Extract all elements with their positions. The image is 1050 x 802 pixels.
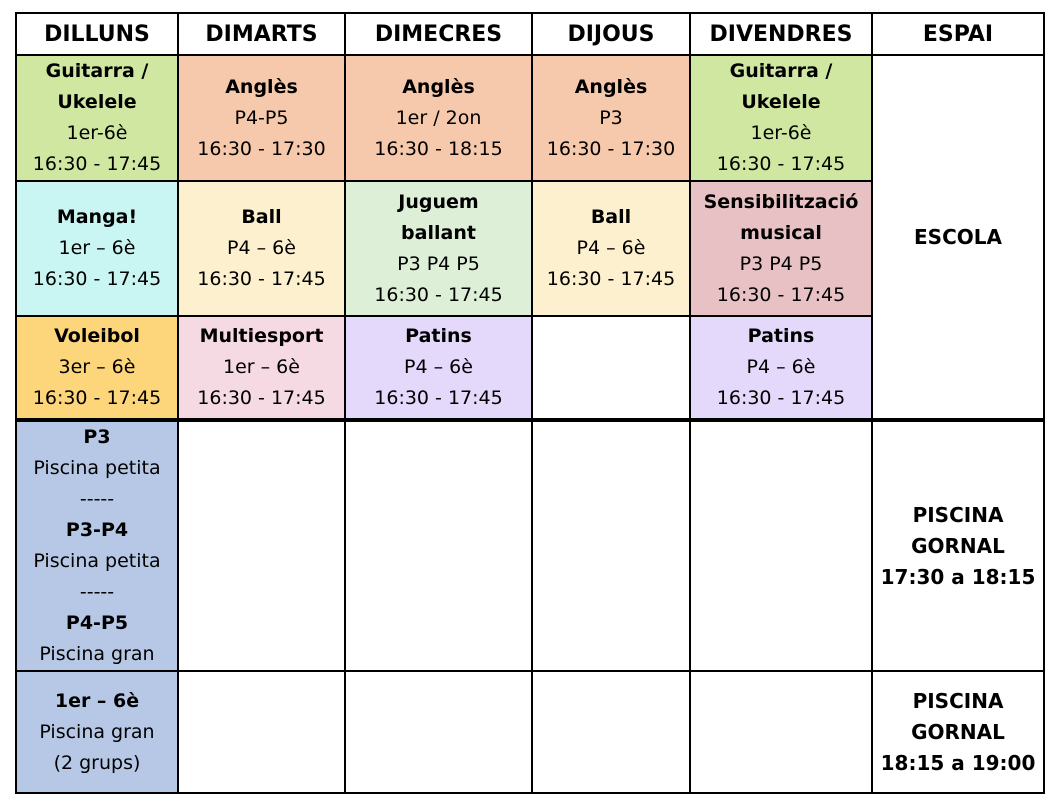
activity-cell (690, 55, 872, 181)
piscina-cell (16, 671, 178, 793)
empty-cell (345, 671, 532, 793)
header-row (16, 13, 1044, 55)
activity-cell (690, 316, 872, 420)
espai-escola: ESCOLA (872, 55, 1044, 420)
activity-name: Multiesport (199, 325, 324, 347)
activity-group: P4 – 6è (227, 237, 296, 259)
activity-time: 16:30 - 17:45 (32, 153, 162, 175)
activity-cell (16, 181, 178, 316)
pool-text: Piscina gran (39, 720, 155, 743)
group-label: P3-P4 (65, 519, 129, 541)
activity-name: Anglès (225, 75, 298, 98)
activity-cell (532, 55, 690, 181)
activity-name: Anglès (574, 75, 648, 98)
activity-time: 16:30 - 18:15 (374, 137, 503, 160)
activity-time: 16:30 - 17:45 (374, 283, 503, 306)
activity-group: P4 – 6è (576, 237, 646, 259)
activity-group: P4 – 6è (404, 356, 473, 378)
activity-group: 3er – 6è (58, 356, 136, 378)
activity-time: 16:30 - 17:45 (716, 283, 846, 306)
activity-time: 16:30 - 17:45 (32, 268, 162, 290)
piscina-row-1 (16, 420, 1044, 671)
activity-cell (345, 181, 532, 316)
activity-name: Guitarra / (729, 60, 833, 82)
activity-name: Sensibilització (703, 190, 859, 213)
activity-time: 16:30 - 17:45 (32, 387, 162, 409)
header-dimarts: DIMARTS (178, 13, 345, 55)
activity-time: 16:30 - 17:30 (546, 137, 676, 160)
group-label: P3 (83, 426, 111, 448)
schedule-table (15, 12, 1045, 794)
espai-piscina (872, 420, 1044, 671)
group-label: P4-P5 (65, 612, 129, 634)
espai-line: GORNAL (911, 533, 1005, 558)
empty-cell (345, 420, 532, 671)
pool-text: Piscina gran (39, 643, 155, 665)
activity-group: 1er – 6è (223, 356, 300, 378)
activity-cell (16, 316, 178, 420)
activity-cell (690, 181, 872, 316)
activity-group: 1er-6è (66, 122, 128, 144)
pool-text: ----- (79, 488, 115, 510)
activity-name: ballant (401, 221, 476, 244)
activity-name: Ukelele (741, 91, 821, 113)
activity-name: Patins (747, 325, 815, 347)
activity-cell (178, 316, 345, 420)
header-dijous: DIJOUS (532, 13, 690, 55)
espai-line: 18:15 a 19:00 (880, 750, 1036, 775)
activity-time: 16:30 - 17:45 (374, 387, 503, 409)
activity-time: 16:30 - 17:45 (546, 268, 676, 290)
activity-time: 16:30 - 17:45 (197, 268, 326, 290)
activity-group: P4 – 6è (746, 356, 816, 378)
activity-cell (345, 55, 532, 181)
activity-group: P3 (599, 106, 623, 129)
activity-name: Ukelele (57, 91, 137, 113)
espai-line: GORNAL (911, 719, 1005, 744)
header-dimecres: DIMECRES (345, 13, 532, 55)
espai-line: 17:30 a 18:15 (880, 564, 1036, 589)
activity-cell (532, 316, 690, 420)
activity-cell (178, 55, 345, 181)
activity-group: 1er – 6è (58, 237, 136, 259)
activity-time: 16:30 - 17:45 (716, 153, 846, 175)
pool-text: ----- (79, 581, 115, 603)
activity-name: Voleibol (54, 325, 140, 347)
activity-group: P3 P4 P5 (397, 252, 480, 275)
empty-cell (178, 671, 345, 793)
header-dilluns: DILLUNS (16, 13, 178, 55)
empty-cell (690, 671, 872, 793)
activity-cell (178, 181, 345, 316)
empty-cell (532, 420, 690, 671)
piscina-row-2 (16, 671, 1044, 793)
espai-piscina (872, 671, 1044, 793)
activity-name: Manga! (56, 206, 138, 228)
activity-group: P4-P5 (234, 106, 289, 129)
activity-time: 16:30 - 17:30 (197, 137, 326, 160)
activity-name: Ball (241, 206, 282, 228)
activity-time: 16:30 - 17:45 (197, 387, 326, 409)
pool-text: Piscina petita (33, 457, 161, 479)
activity-name: musical (740, 221, 822, 244)
activity-name: Juguem (398, 190, 479, 213)
group-label: 1er – 6è (54, 689, 140, 712)
activity-cell (345, 316, 532, 420)
empty-cell (532, 671, 690, 793)
activity-name: Ball (590, 206, 632, 228)
activity-row-1 (16, 55, 1044, 181)
activity-name: Guitarra / (45, 60, 149, 82)
header-espai: ESPAI (872, 13, 1044, 55)
activity-cell (532, 181, 690, 316)
pool-text: Piscina petita (33, 550, 161, 572)
piscina-cell (16, 420, 178, 671)
activity-cell (16, 55, 178, 181)
pool-text: (2 grups) (53, 751, 141, 774)
activity-name: Anglès (402, 75, 475, 98)
empty-cell (178, 420, 345, 671)
empty-cell (690, 420, 872, 671)
activity-group: 1er-6è (750, 122, 812, 144)
activity-group: 1er / 2on (395, 106, 482, 129)
activity-name: Patins (405, 325, 472, 347)
activity-group: P3 P4 P5 (739, 252, 823, 275)
header-divendres: DIVENDRES (690, 13, 872, 55)
espai-line: PISCINA (912, 502, 1004, 527)
activity-time: 16:30 - 17:45 (716, 387, 846, 409)
espai-line: PISCINA (912, 688, 1004, 713)
